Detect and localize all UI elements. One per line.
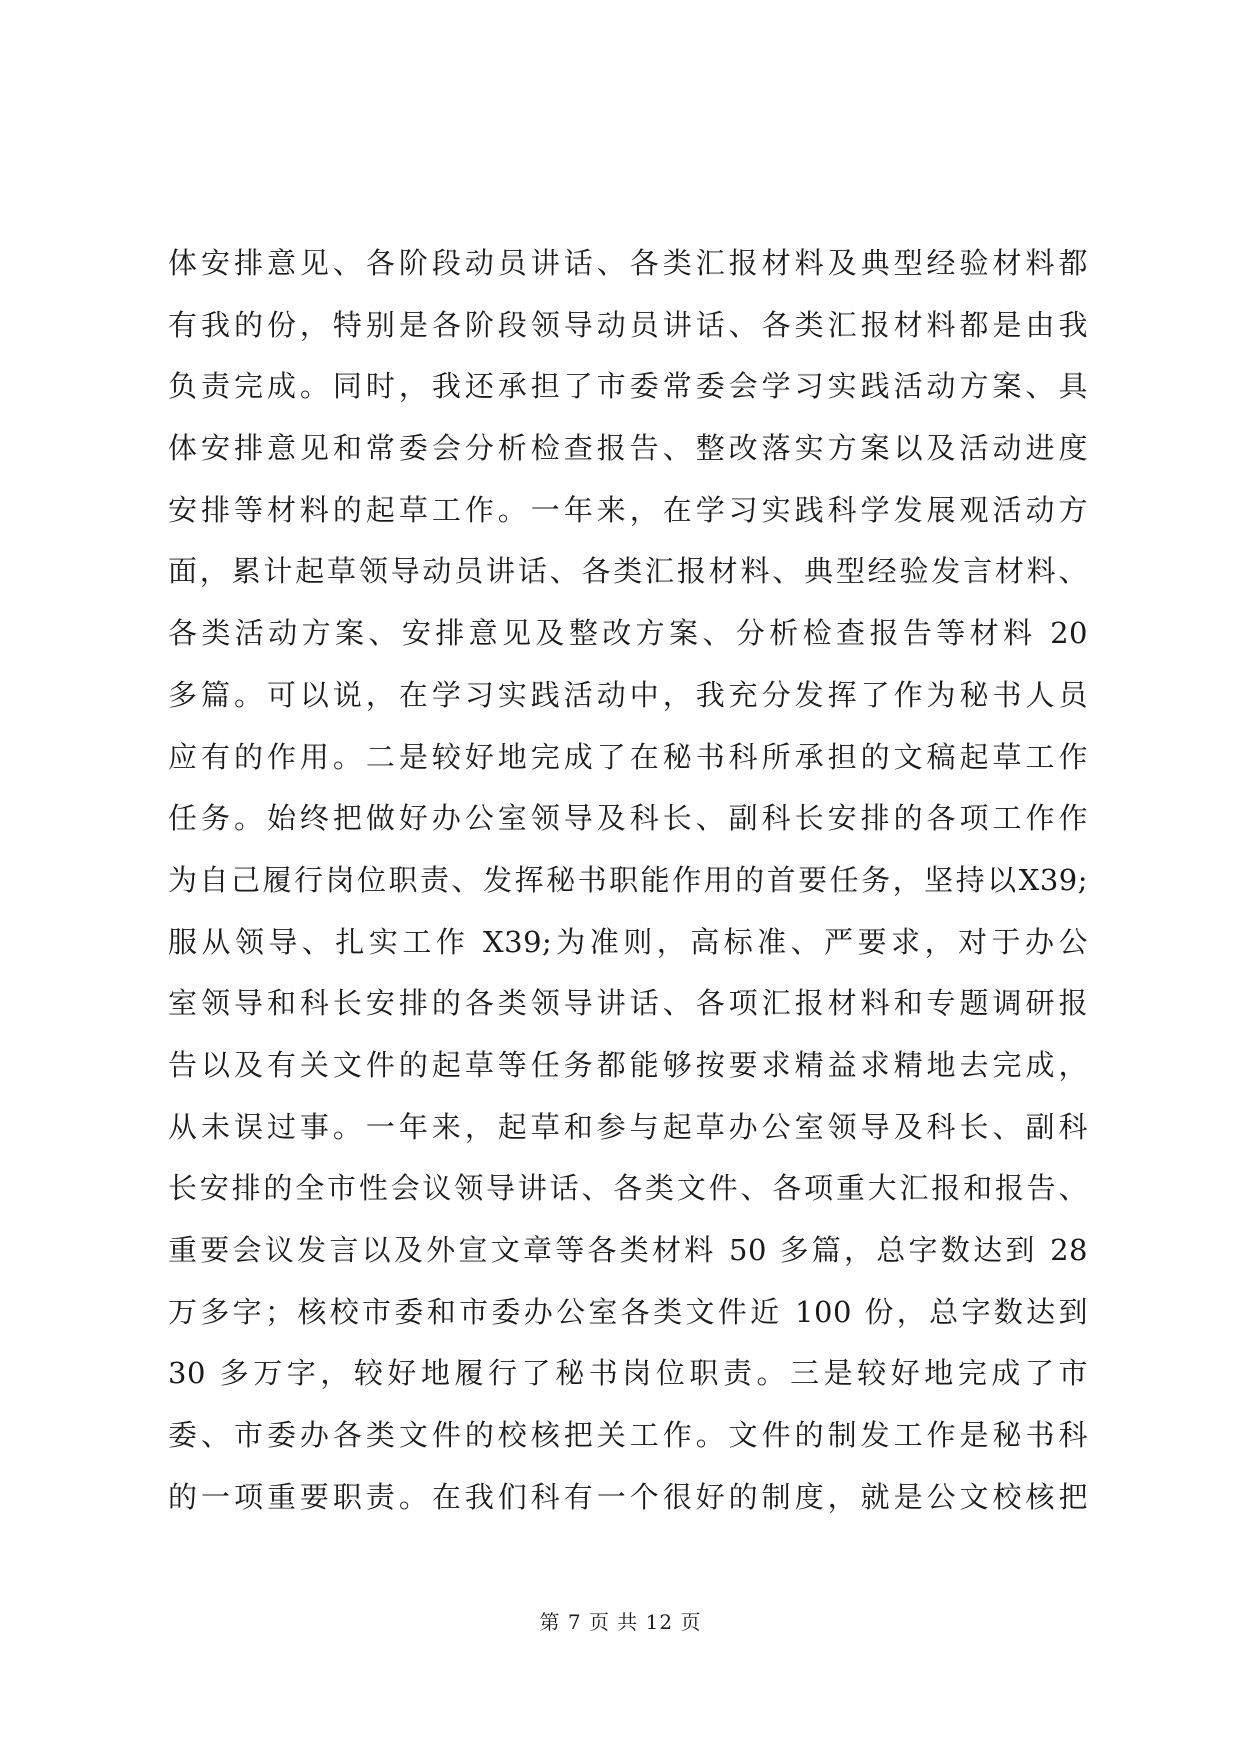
body-text — [168, 233, 1088, 1528]
text-line: 任务。始终把做好办公室领导及科长、副科长安排的各项工作作 — [168, 801, 1088, 836]
text-line: 告以及有关文件的起草等任务都能够按要求精益求精地去完成， — [168, 1047, 1088, 1082]
text-line: 室领导和科长安排的各类领导讲话、各项汇报材料和专题调研报 — [168, 986, 1088, 1021]
text-line: 为自己履行岗位职责、发挥秘书职能作用的首要任务，坚持以X39; — [168, 862, 1088, 897]
text-line: 多篇。可以说，在学习实践活动中，我充分发挥了作为秘书人员 — [168, 677, 1088, 712]
page-number-footer: 第 7 页 共 12 页 — [539, 1610, 702, 1634]
text-line: 万多字；核校市委和市委办公室各类文件近 100 份，总字数达到 — [168, 1294, 1088, 1329]
text-line: 的一项重要职责。在我们科有一个很好的制度，就是公文校核把 — [168, 1479, 1088, 1514]
text-line: 安排等材料的起草工作。一年来，在学习实践科学发展观活动方 — [168, 492, 1088, 527]
text-line: 应有的作用。二是较好地完成了在秘书科所承担的文稿起草工作 — [168, 739, 1088, 774]
text-line: 各类活动方案、安排意见及整改方案、分析检查报告等材料 20 — [168, 616, 1088, 651]
text-line: 30 多万字，较好地履行了秘书岗位职责。三是较好地完成了市 — [168, 1356, 1088, 1391]
text-line: 重要会议发言以及外宣文章等各类材料 50 多篇，总字数达到 28 — [168, 1233, 1088, 1267]
text-line: 从未误过事。一年来，起草和参与起草办公室领导及科长、副科 — [168, 1109, 1088, 1144]
text-line: 体安排意见和常委会分析检查报告、整改落实方案以及活动进度 — [168, 431, 1088, 466]
text-line: 负责完成。同时，我还承担了市委常委会学习实践活动方案、具 — [168, 369, 1088, 404]
text-line: 有我的份，特别是各阶段领导动员讲话、各类汇报材料都是由我 — [168, 307, 1088, 342]
text-line: 面，累计起草领导动员讲话、各类汇报材料、典型经验发言材料、 — [168, 554, 1088, 589]
text-line: 委、市委办各类文件的校核把关工作。文件的制发工作是秘书科 — [168, 1418, 1088, 1453]
text-line: 长安排的全市性会议领导讲话、各类文件、各项重大汇报和报告、 — [168, 1171, 1088, 1206]
text-line: 体安排意见、各阶段动员讲话、各类汇报材料及典型经验材料都 — [168, 246, 1088, 280]
text-line: 服从领导、扎实工作 X39;为准则，高标准、严要求，对于办公 — [168, 924, 1088, 959]
